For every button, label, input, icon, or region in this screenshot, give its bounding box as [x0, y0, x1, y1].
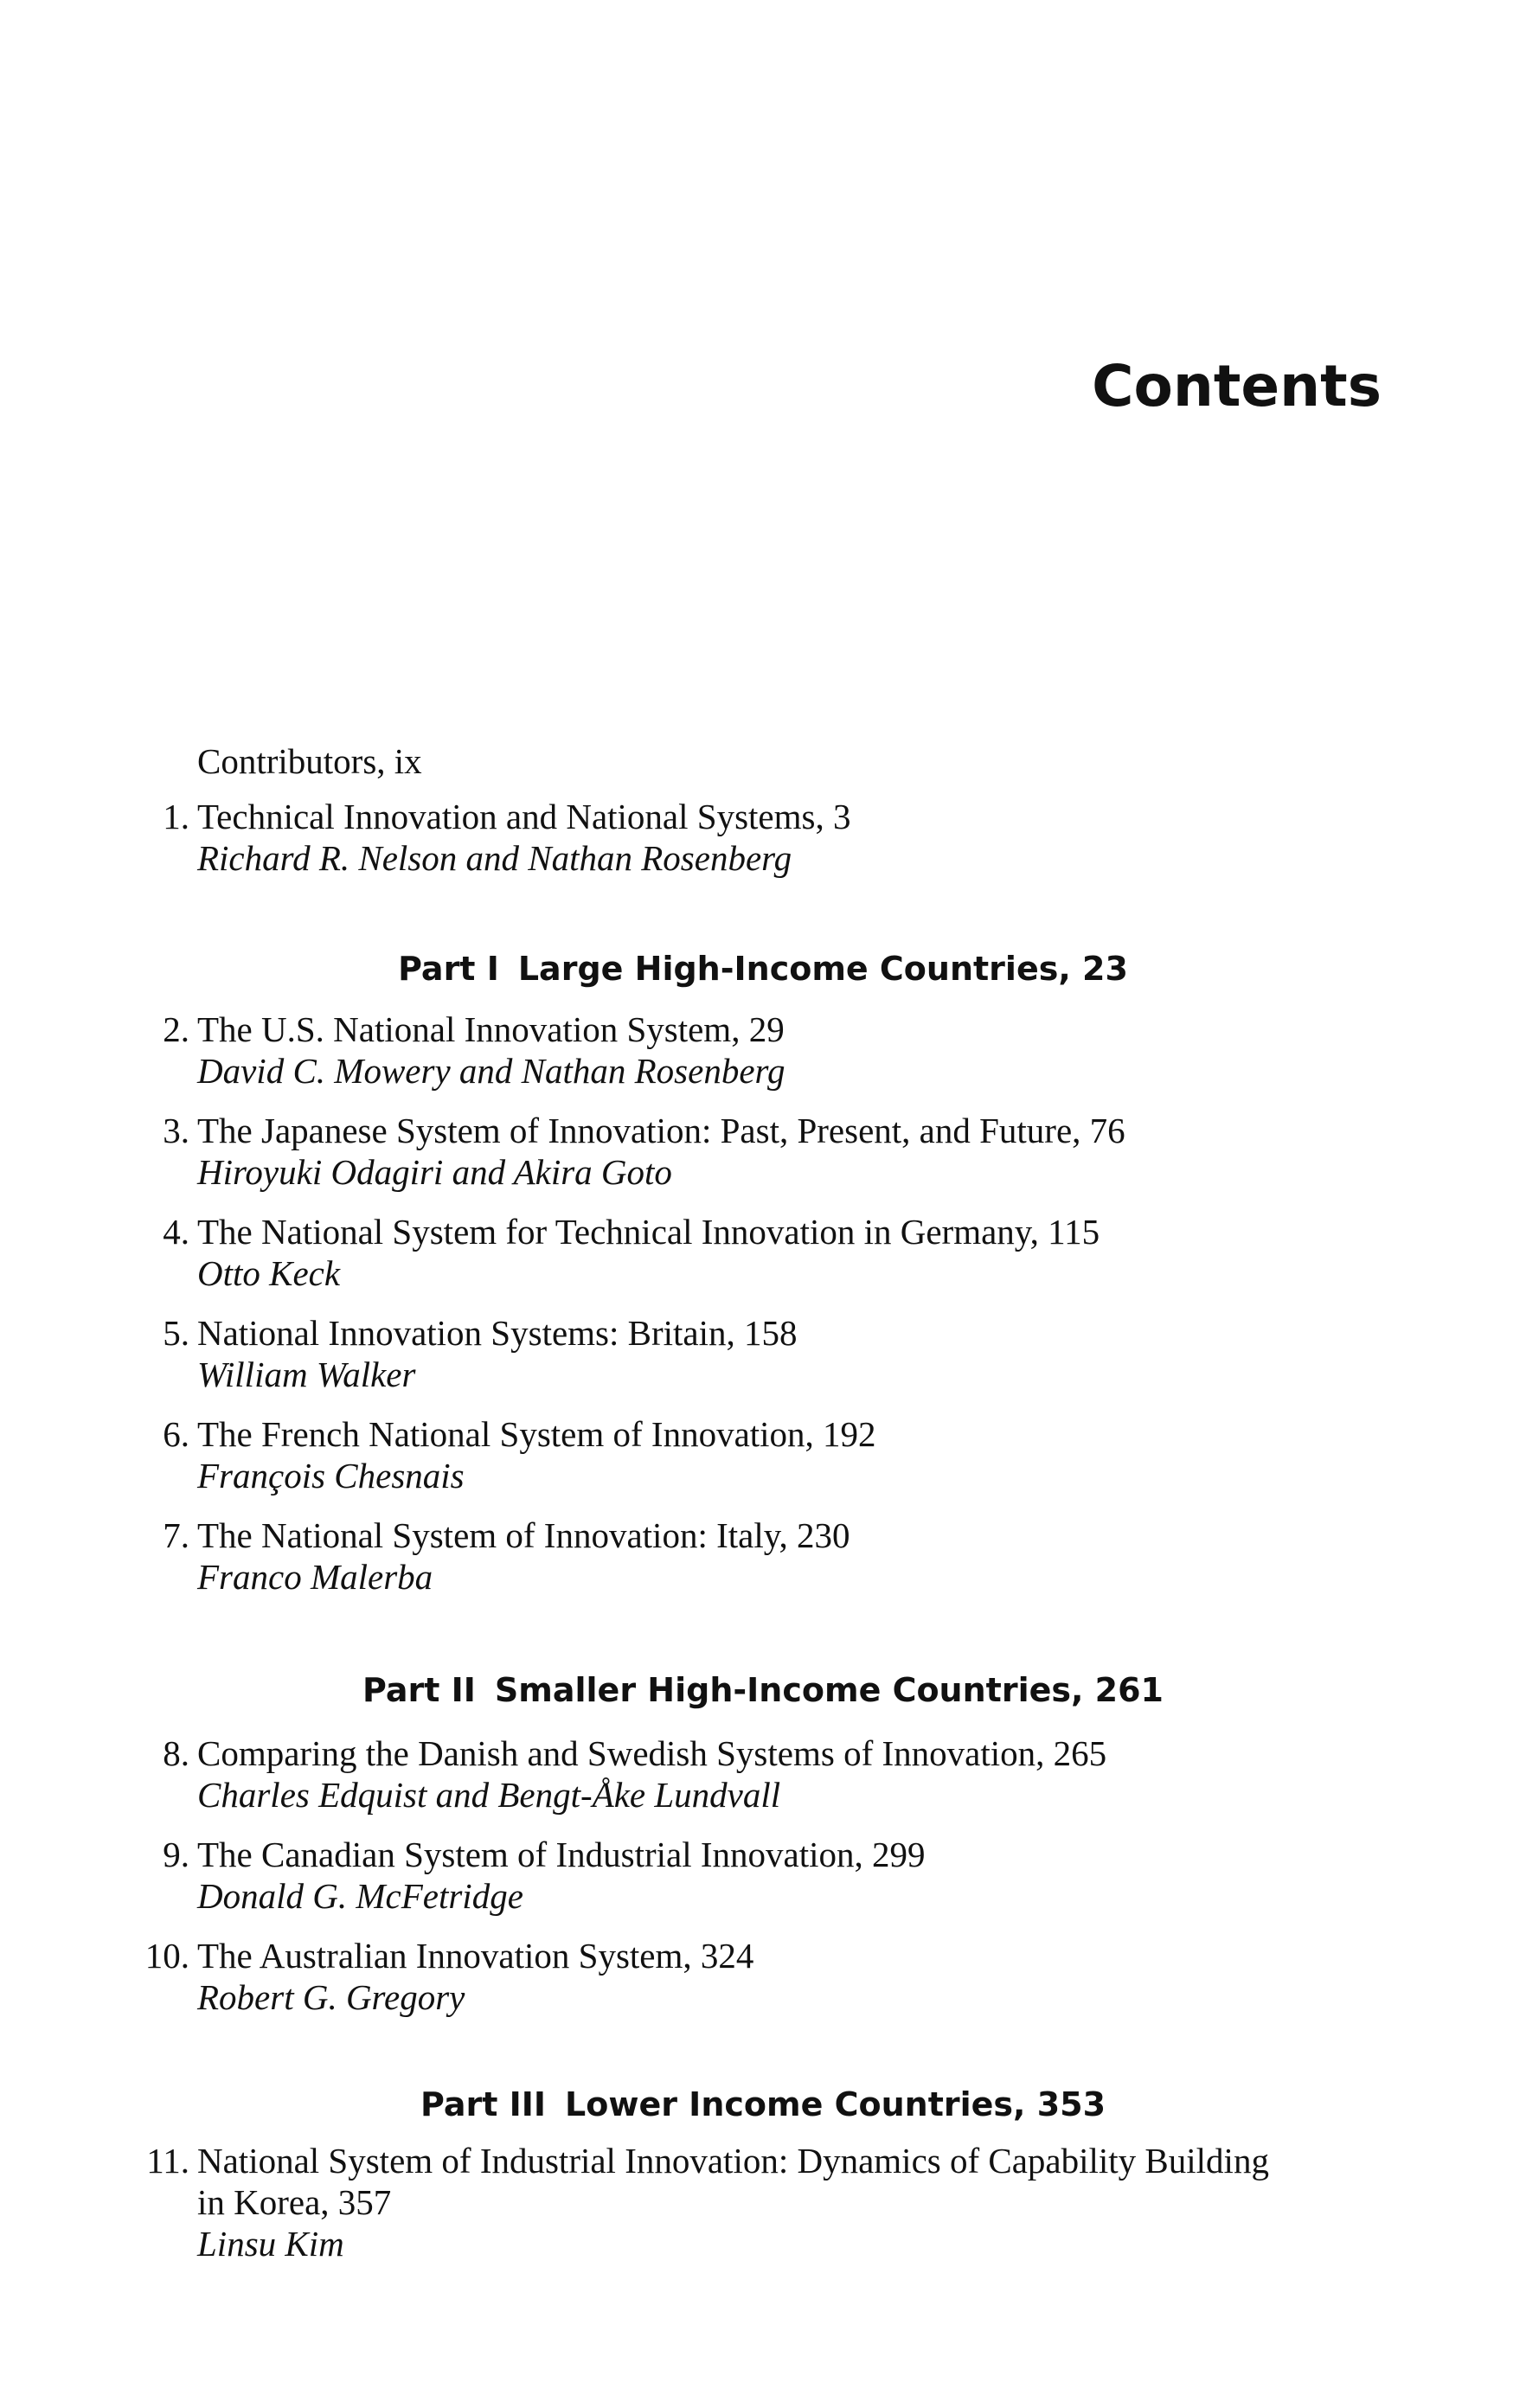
chapter-author: William Walker: [197, 1354, 416, 1394]
chapter-title: Technical Innovation and National Systems, 3: [197, 797, 851, 836]
chapter-author: Richard R. Nelson and Nathan Rosenberg: [197, 838, 792, 878]
chapter-number: 1.: [163, 797, 189, 836]
part-label: Part II: [362, 1671, 476, 1709]
contributors-entry: Contributors, ix: [197, 741, 422, 781]
chapter-number: 6.: [163, 1414, 189, 1454]
part-title: Lower Income Countries, 353: [565, 2085, 1106, 2123]
chapter-title: National Innovation Systems: Britain, 158: [197, 1313, 798, 1353]
chapter-author: Hiroyuki Odagiri and Akira Goto: [197, 1152, 672, 1192]
part-heading-2: [0, 1669, 1526, 1711]
chapter-title: The U.S. National Innovation System, 29: [197, 1009, 785, 1049]
part-title: Smaller High-Income Countries, 261: [494, 1671, 1164, 1709]
chapter-author: Otto Keck: [197, 1253, 341, 1293]
chapter-number: 10.: [144, 1936, 189, 1976]
chapter-number: 2.: [163, 1009, 189, 1049]
chapter-title: The Japanese System of Innovation: Past, Present, and Future, 76: [197, 1111, 1125, 1150]
chapter-number: 4.: [163, 1212, 189, 1252]
chapter-author: David C. Mowery and Nathan Rosenberg: [197, 1051, 785, 1091]
chapter-author: Franco Malerba: [197, 1557, 433, 1597]
chapter-number: 5.: [163, 1313, 189, 1353]
chapter-title: Comparing the Danish and Swedish Systems of Innovation, 265: [197, 1733, 1107, 1773]
part-label: Part I: [398, 950, 499, 988]
chapter-title: The National System for Technical Innovation in Germany, 115: [197, 1212, 1100, 1252]
chapter-title: The Canadian System of Industrial Innovation, 299: [197, 1835, 926, 1874]
chapter-number: 8.: [163, 1733, 189, 1773]
chapter-number: 11.: [146, 2141, 189, 2181]
chapter-number: 3.: [163, 1111, 189, 1150]
chapter-number: 9.: [163, 1835, 189, 1874]
chapter-title: The National System of Innovation: Italy, 230: [197, 1515, 850, 1555]
part-heading-3: [0, 2084, 1526, 2125]
chapter-title-continued: in Korea, 357: [197, 2182, 392, 2222]
chapter-title: National System of Industrial Innovation: Dynamics of Capability Building: [197, 2141, 1269, 2181]
chapter-author: François Chesnais: [197, 1456, 465, 1495]
chapter-number: 7.: [163, 1515, 189, 1555]
part-title: Large High-Income Countries, 23: [517, 950, 1128, 988]
chapter-author: Donald G. McFetridge: [197, 1876, 523, 1916]
chapter-author: Charles Edquist and Bengt-Åke Lundvall: [197, 1775, 781, 1815]
page-title: Contents: [1092, 353, 1382, 419]
chapter-title: The Australian Innovation System, 324: [197, 1936, 754, 1976]
part-label: Part III: [420, 2085, 547, 2123]
chapter-author: Linsu Kim: [197, 2224, 344, 2264]
part-heading-1: [0, 948, 1526, 989]
chapter-title: The French National System of Innovation, 192: [197, 1414, 876, 1454]
chapter-author: Robert G. Gregory: [197, 1977, 465, 2017]
